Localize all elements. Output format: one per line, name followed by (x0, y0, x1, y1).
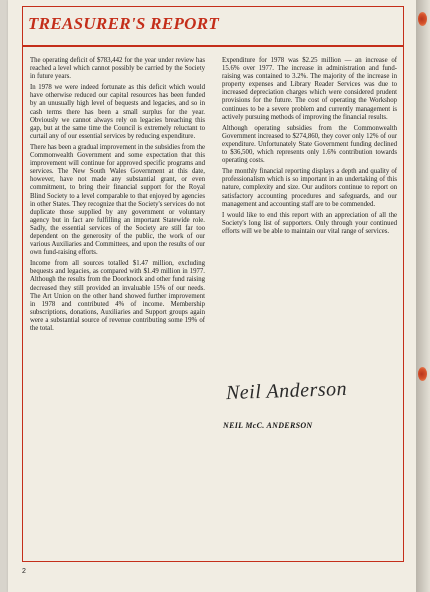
paragraph: In 1978 we were indeed fortunate as this deficit which would have otherwise reduced our capital resources has been funded by an unusually high level of bequests and legacies, and so in cash terms there has been a small surplus for the year. Obviously we cannot always rely on legacies breaching this gap, but at the same time the Council is extremely reluctant to curtail any of our essential services by reducing expenditure. (30, 84, 205, 140)
punch-hole-icon (418, 367, 427, 381)
handwritten-signature: Neil Anderson (225, 377, 348, 405)
page-title: TREASURER'S REPORT (28, 14, 220, 33)
punch-hole-icon (418, 12, 427, 26)
right-text-column (222, 57, 397, 239)
page-number: 2 (22, 568, 26, 575)
paragraph: The operating deficit of $783,442 for the year under review has reached a level which cannot possibly be carried by the Society in future years. (30, 57, 205, 81)
paragraph: Income from all sources totalled $1.47 million, excluding bequests and legacies, as compared with $1.49 million in 1977. Although the results from the Doorknock and other fund raising decreased they still provided an invaluable 15% of our needs. The Art Union on the other hand showed further improvement in 1978 and contributed 4% of income. Membership subscriptions, donations, Auxiliaries and Support groups again were a substantial source of revenue contributing some 19% of the total. (30, 260, 205, 332)
paragraph: The monthly financial reporting displays a depth and quality of professionalism which is so important in an undertaking of this nature, complexity and size. Our auditors continue to report on satisfactory accounting procedures and safeguards, and our management and accounting staff are to be commended. (222, 168, 397, 208)
paragraph: I would like to end this report with an appreciation of all the Society's long list of supporters. Only through your continued efforts will we be able to maintain our vital range of services. (222, 211, 397, 235)
paragraph: Although operating subsidies from the Commonwealth Government increased to $274,860, they cover only 12% of our expenditure. Unfortunately State Government funding declined to $36,500, which represents only 1.6% contribution towards operating costs. (222, 124, 397, 165)
signatory-name: NEIL McC. ANDERSON (223, 421, 313, 430)
left-text-column (30, 57, 205, 336)
title-rule (22, 45, 404, 47)
paragraph: Expenditure for 1978 was $2.25 million — an increase of 15.6% over 1977. The increase in administration and fund-raising was contained to 3.2%. The majority of the increase in property expenses and Library Reader Services was due to increased depreciation charges which were considered prudent provisions for the future. The cost of operating the Workshop continues to be a severe problem and currently management is actively pursuing methods of improving the financial results. (222, 57, 397, 121)
binding-edge (416, 0, 430, 592)
paragraph: There has been a gradual improvement in the subsidies from the Commonwealth Government and some expectation that this improvement will continue for approved specific programs and services. The New South Wales Government at this date, however, have not made any substantial grant, or even commitment, to bring their financial support for the Royal Blind Society to a level comparable to that enjoyed by agencies in other States. They recognize that the Society's services do not duplicate those supplied by any government or voluntary agency but in fact are fulfilling an important Statewide role. Sadly, the essential services of the Society are still far too dependent on the generosity of the public, the work of our various Auxiliaries and Committees, and upon the results of our own fund-raising efforts. (30, 143, 205, 257)
report-page (8, 0, 416, 592)
